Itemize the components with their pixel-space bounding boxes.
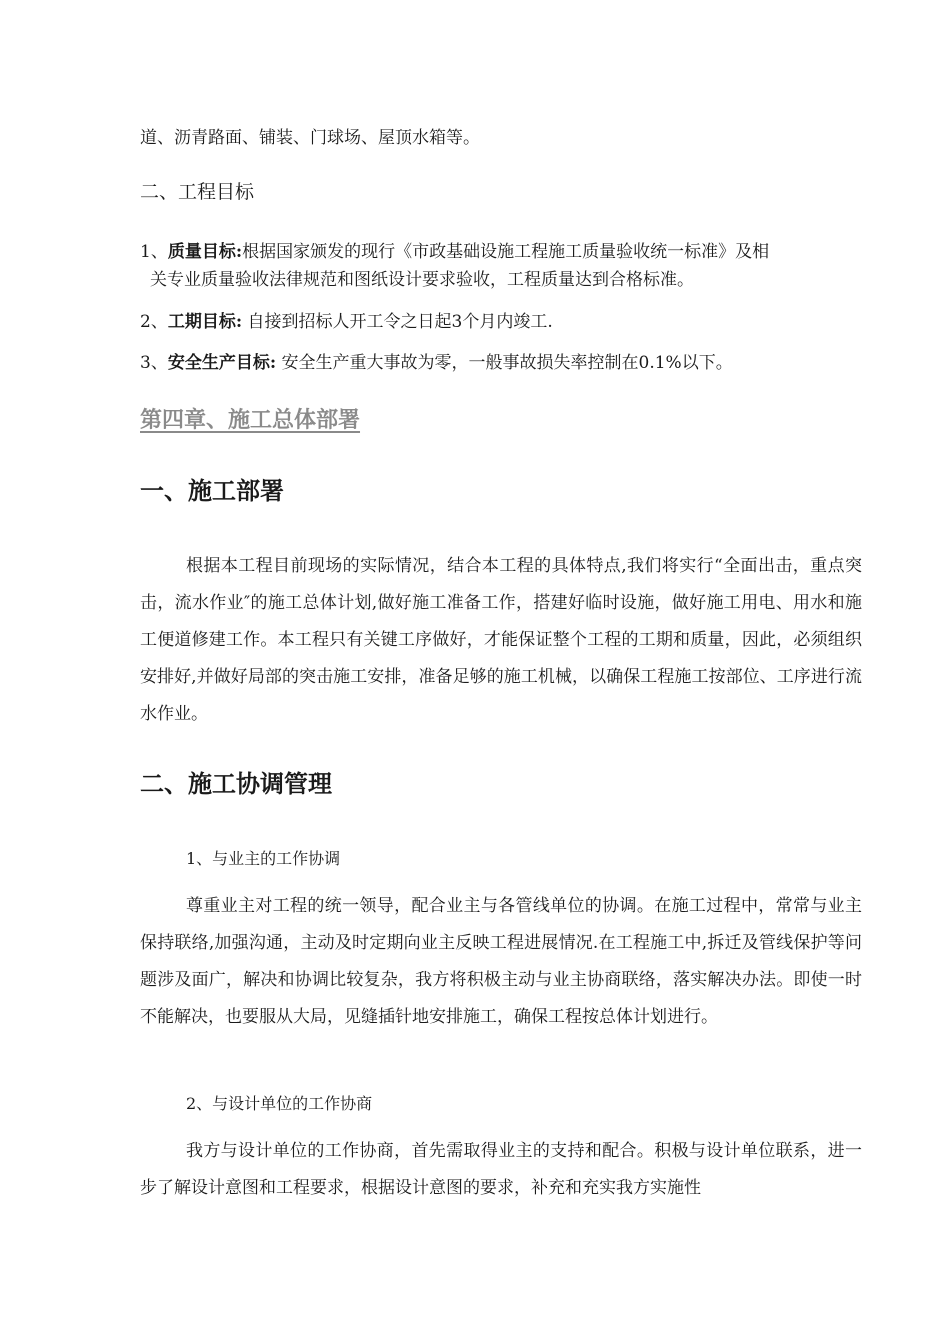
goal-label: 安全生产目标: <box>167 353 277 373</box>
goal-item-quality-continued: 关专业质量验收法律规范和图纸设计要求验收，工程质量达到合格标准。 <box>150 270 694 290</box>
goal-item-schedule <box>140 310 553 334</box>
intro-line: 道、沥青路面、铺装、门球场、屋顶水箱等。 <box>140 128 480 148</box>
paragraph-design-coordination: 我方与设计单位的工作协商，首先需取得业主的支持和配合。积极与设计单位联系，进一步了解设计意图和工程要求，根据设计意图的要求，补充和充实我方实施性 <box>140 1141 862 1198</box>
paragraph-owner-coordination: 尊重业主对工程的统一领导，配合业主与各管线单位的协调。在施工过程中，常常与业主保持联络,加强沟通，主动及时定期向业主反映工程进展情况.在工程施工中,拆迁及管线保护等问题涉及面广，解决和协调比较复杂，我方将积极主动与业主协商联络，落实解决办法。即使一时不能解决，也要服从大局，见缝插针地安排施工，确保工程按总体计划进行。 <box>140 896 862 1027</box>
goal-text: 安全生产重大事故为零，一般事故损失率控制在0.1%以下。 <box>276 353 733 373</box>
goal-item-quality <box>140 240 769 264</box>
heading-coordination-management: 二、施工协调管理 <box>140 770 332 798</box>
paragraph-deployment: 根据本工程目前现场的实际情况，结合本工程的具体特点,我们将实行“全面出击，重点突击，流水作业″的施工总体计划,做好施工准备工作，搭建好临时设施，做好施工用电、用水和施工便道修建工作。本工程只有关键工序做好，才能保证整个工程的工期和质量，因此，必须组织安排好,并做好局部的突击施工安排，准备足够的施工机械，以确保工程施工按部位、工序进行流水作业。 <box>140 556 862 724</box>
section-title-goals: 二、工程目标 <box>140 181 255 203</box>
goal-text: 根据国家颁发的现行《市政基础设施工程施工质量验收统一标准》及相 <box>242 242 770 262</box>
subheading-owner-coordination: 1、与业主的工作协调 <box>186 849 341 868</box>
chapter-title: 第四章、施工总体部署 <box>140 407 361 433</box>
goal-label: 质量目标: <box>167 242 243 262</box>
goal-number: 2、 <box>140 312 168 332</box>
goal-item-safety <box>140 351 733 375</box>
goal-label: 工期目标: <box>167 312 243 332</box>
subheading-design-coordination: 2、与设计单位的工作协商 <box>186 1094 373 1113</box>
goal-number: 3、 <box>140 353 168 373</box>
heading-construction-deployment: 一、施工部署 <box>140 477 284 505</box>
goal-number: 1、 <box>140 242 168 262</box>
goal-text: 自接到招标人开工令之日起3个月内竣工. <box>242 312 553 332</box>
